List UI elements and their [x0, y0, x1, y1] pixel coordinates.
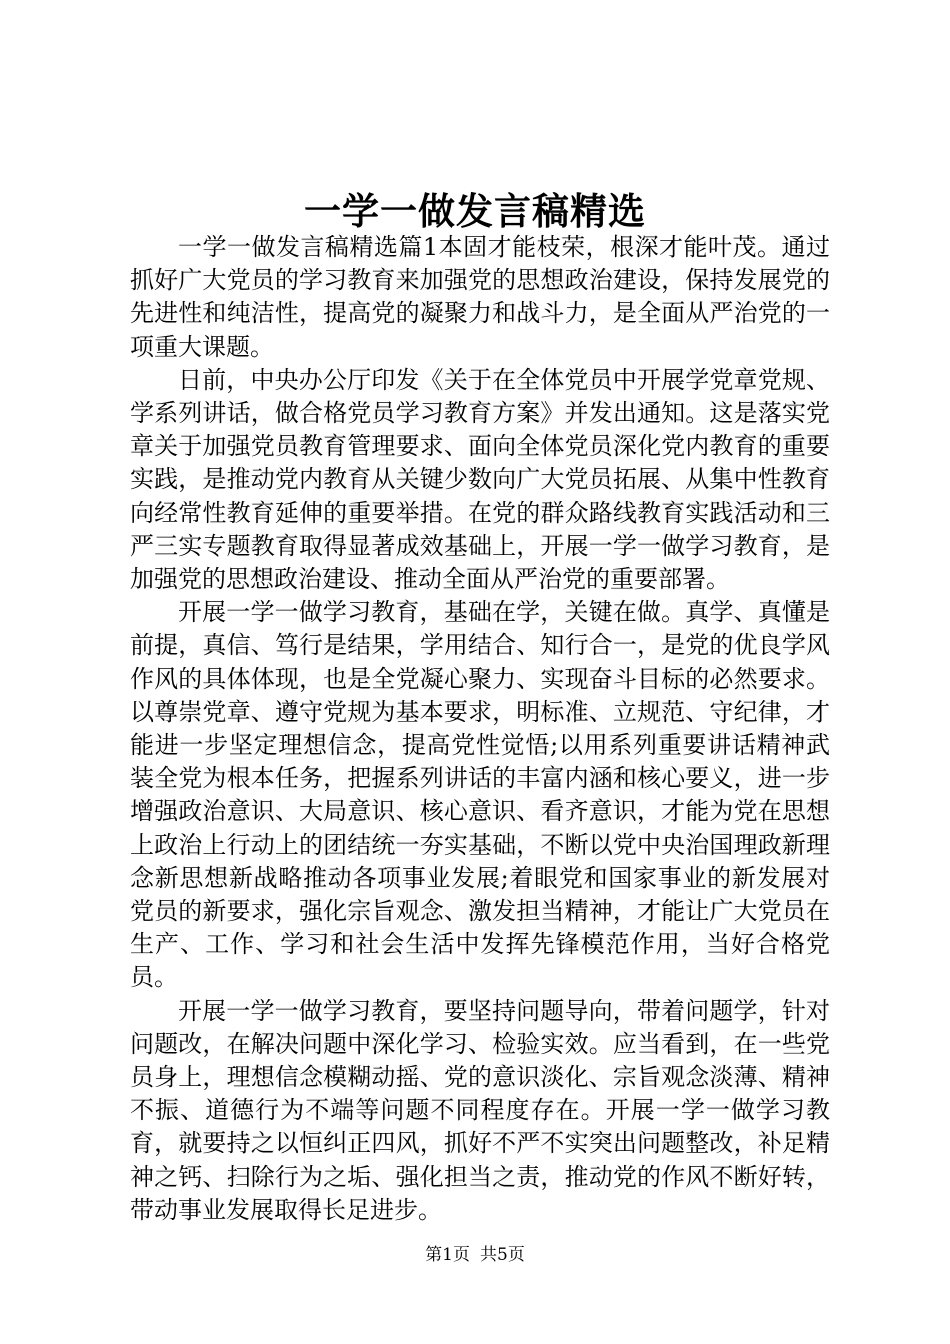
paragraph-1: 一学一做发言稿精选篇1本固才能枝荣，根深才能叶茂。通过抓好广大党员的学习教育来加强党的思想政治建设，保持发展党的先进性和纯洁性，提高党的凝聚力和战斗力，是全面从严治党的一项重大课题。 — [130, 233, 830, 361]
document-title: 一学一做发言稿精选 — [304, 189, 646, 233]
paragraph-2: 日前，中央办公厅印发《关于在全体党员中开展学党章党规、学系列讲话，做合格党员学习教育方案》并发出通知。这是落实党章关于加强党员教育管理要求、面向全体党员深化党内教育的重要实践，是推动党内教育从关键少数向广大党员拓展、从集中性教育向经常性教育延伸的重要举措。在党的群众路线教育实践活动和三严三实专题教育取得显著成效基础上，开展一学一做学习教育，是加强党的思想政治建设、推动全面从严治党的重要部署。 — [130, 365, 830, 594]
page-footer — [0, 1243, 950, 1267]
paragraph-3: 开展一学一做学习教育，基础在学，关键在做。真学、真懂是前提，真信、笃行是结果，学用结合、知行合一，是党的优良学风作风的具体体现，也是全党凝心聚力、实现奋斗目标的必然要求。以尊崇党章、遵守党规为基本要求，明标准、立规范、守纪律，才能进一步坚定理想信念，提高党性觉悟;以用系列重要讲话精神武装全党为根本任务，把握系列讲话的丰富内涵和核心要义，进一步增强政治意识、大局意识、核心意识、看齐意识，才能为党在思想上政治上行动上的团结统一夯实基础，不断以党中央治国理政新理念新思想新战略推动各项事业发展;着眼党和国家事业的新发展对党员的新要求，强化宗旨观念、激发担当精神，才能让广大党员在生产、工作、学习和社会生活中发挥先锋模范作用，当好合格党员。 — [130, 598, 830, 992]
page-number: 第1页 — [425, 1245, 470, 1265]
page-total: 共5页 — [480, 1245, 525, 1265]
document-body — [130, 231, 830, 1227]
paragraph-4: 开展一学一做学习教育，要坚持问题导向，带着问题学，针对问题改，在解决问题中深化学习、检验实效。应当看到，在一些党员身上，理想信念模糊动摇、党的意识淡化、宗旨观念淡薄、精神不振、道德行为不端等问题不同程度存在。开展一学一做学习教育，就要持之以恒纠正四风，抓好不严不实突出问题整改，补足精神之钙、扫除行为之垢、强化担当之责，推动党的作风不断好转，带动事业发展取得长足进步。 — [130, 996, 830, 1224]
